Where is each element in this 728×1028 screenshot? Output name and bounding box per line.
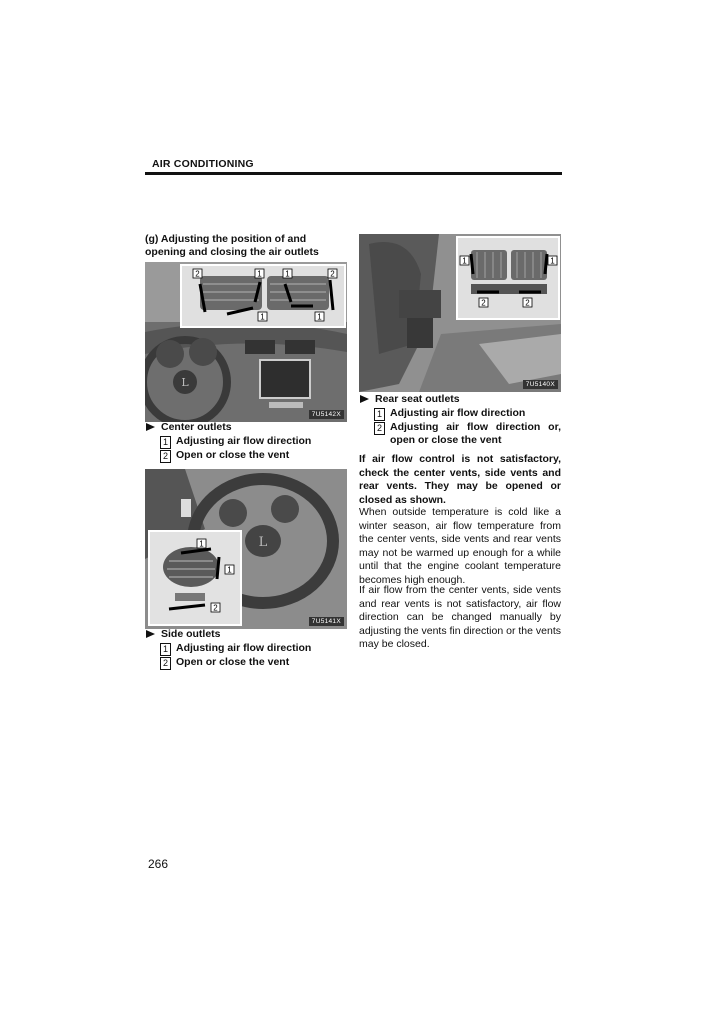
item-number: 2	[160, 657, 171, 670]
svg-text:L: L	[181, 376, 189, 389]
item-number: 2	[160, 450, 171, 463]
header-title: AIR CONDITIONING	[152, 158, 254, 170]
callout-label: 1	[285, 269, 290, 279]
rear-outlets-title: Rear seat outlets	[359, 393, 561, 407]
list-item	[145, 642, 348, 656]
item-text: Adjusting air flow direction	[176, 434, 312, 447]
callout-label: 1	[462, 256, 467, 266]
item-text: Open or close the vent	[176, 448, 290, 461]
list-item	[359, 421, 561, 448]
figure-code: 7U5141X	[309, 617, 344, 626]
center-outlets-caption	[145, 421, 348, 463]
list-item	[145, 449, 348, 463]
item-number: 1	[160, 643, 171, 656]
callout-label: 2	[330, 269, 335, 279]
callout-label: 2	[195, 269, 200, 279]
section-title: (g) Adjusting the position of and opening and closing the air outlets	[145, 233, 319, 258]
item-number: 2	[374, 422, 385, 435]
callout-label: 1	[260, 312, 265, 322]
svg-text:L: L	[258, 535, 268, 550]
callout-label: 1	[257, 269, 262, 279]
header-rule	[145, 172, 562, 175]
callout-label: 2	[525, 298, 530, 308]
callout-label: 1	[199, 539, 204, 549]
side-outlets-figure	[145, 469, 347, 629]
callout-label: 2	[213, 603, 218, 613]
item-text: Open or close the vent	[176, 655, 290, 668]
item-text: Adjusting air flow direction	[176, 641, 312, 654]
page-number: 266	[148, 857, 169, 871]
callout-label: 1	[227, 565, 232, 575]
rear-outlets-figure	[359, 234, 561, 392]
callout-label: 2	[481, 298, 486, 308]
figure-code: 7U5140X	[523, 380, 558, 389]
figure-code: 7U5142X	[309, 410, 344, 419]
rear-outlets-caption	[359, 393, 561, 448]
side-outlets-caption	[145, 628, 348, 670]
callout-label: 1	[317, 312, 322, 322]
center-outlets-title: Center outlets	[145, 421, 348, 435]
item-number: 1	[374, 408, 385, 421]
callout-label: 1	[550, 256, 555, 266]
list-item	[145, 435, 348, 449]
side-outlets-title: Side outlets	[145, 628, 348, 642]
center-outlets-figure	[145, 262, 347, 422]
paragraph: If air flow control is not satisfactory, check the center vents, side vents and rear vents. They may be opened or closed as shown.	[359, 453, 561, 506]
paragraph: When outside temperature is cold like a winter season, air flow temperature from the center vents, side vents and rear vents may not be warmed up enough for a while until that the engine coolant temperature becomes high enough.	[359, 506, 561, 586]
list-item	[359, 407, 561, 421]
item-text: Adjusting air flow direction or, open or close the vent	[390, 420, 561, 446]
item-number: 1	[160, 436, 171, 449]
list-item	[145, 656, 348, 670]
paragraph: If air flow from the center vents, side vents and rear vents is not satisfactory, air flow direction can be changed manually by adjusting the vents fin direction or the vents may be closed.	[359, 584, 561, 650]
item-text: Adjusting air flow direction	[390, 406, 526, 419]
